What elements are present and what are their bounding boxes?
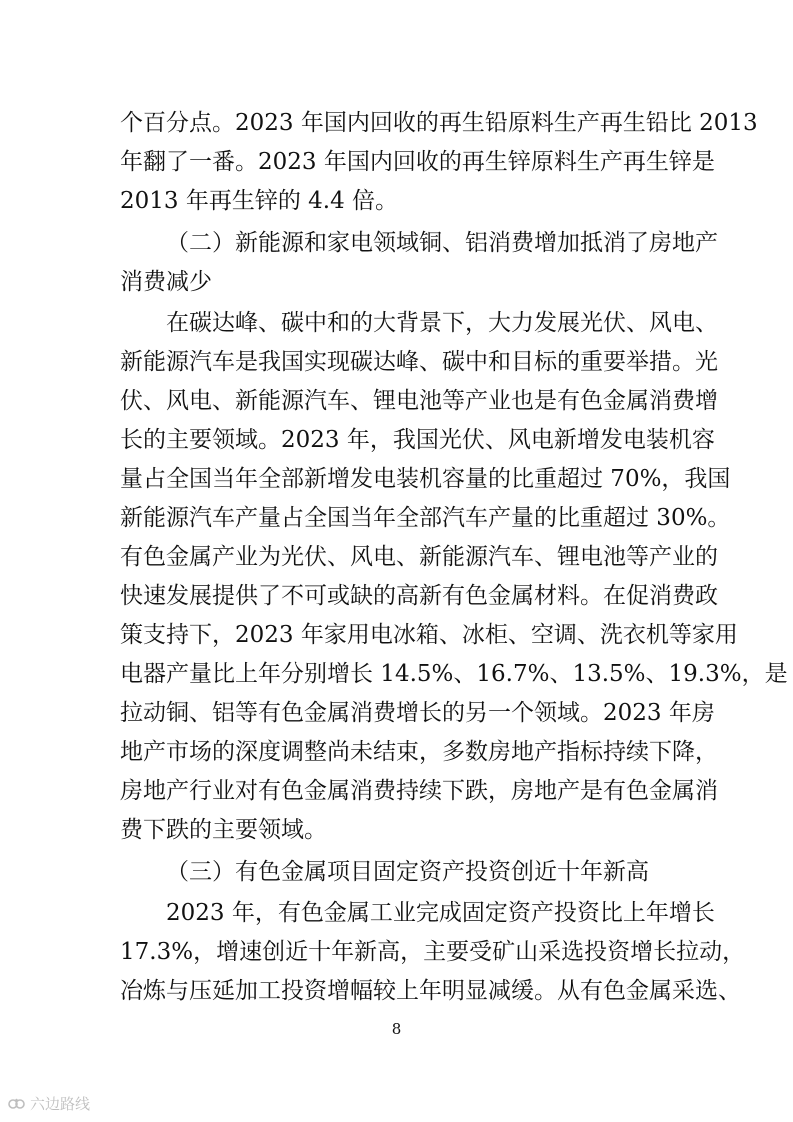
text-line: 策支持下，2023 年家用电冰箱、冰柜、空调、洗衣机等家用 (120, 622, 738, 648)
section-heading-line: （三）有色金属项目固定资产投资创近十年新高 (166, 859, 649, 885)
text-line: 有色金属产业为光伏、风电、新能源汽车、锂电池等产业的 (120, 544, 718, 570)
section-heading-line: 消费减少 (120, 269, 212, 295)
watermark-logo-icon (8, 1097, 26, 1111)
page-number: 8 (391, 1020, 402, 1038)
text-line: 伏、风电、新能源汽车、锂电池等产业也是有色金属消费增 (120, 388, 718, 414)
text-line: 快速发展提供了不可或缺的高新有色金属材料。在促消费政 (120, 583, 718, 609)
text-line: 长的主要领域。2023 年，我国光伏、风电新增发电装机容 (120, 427, 715, 453)
text-line: 个百分点。2023 年国内回收的再生铅原料生产再生铅比 2013 (120, 110, 758, 136)
text-line: 在碳达峰、碳中和的大背景下，大力发展光伏、风电、 (166, 310, 718, 336)
watermark-text: 六边路线 (30, 1095, 91, 1113)
text-line: 2013 年再生锌的 4.4 倍。 (120, 188, 399, 214)
text-line: 17.3%，增速创近十年新高，主要受矿山采选投资增长拉动， (120, 939, 746, 965)
text-line: 新能源汽车是我国实现碳达峰、碳中和目标的重要举措。光 (120, 349, 718, 375)
text-line: 房地产行业对有色金属消费持续下跌，房地产是有色金属消 (120, 778, 718, 804)
watermark (8, 1094, 90, 1114)
text-line: 地产市场的深度调整尚未结束，多数房地产指标持续下降， (120, 739, 718, 765)
text-line: 2023 年，有色金属工业完成固定资产投资比上年增长 (166, 900, 715, 926)
text-line: 拉动铜、铝等有色金属消费增长的另一个领域。2023 年房 (120, 700, 715, 726)
text-line: 新能源汽车产量占全国当年全部汽车产量的比重超过 30%。 (120, 505, 731, 531)
text-line: 量占全国当年全部新增发电装机容量的比重超过 70%，我国 (120, 466, 731, 492)
section-heading-line: （二）新能源和家电领域铜、铝消费增加抵消了房地产 (166, 230, 718, 256)
text-line: 年翻了一番。2023 年国内回收的再生锌原料生产再生锌是 (120, 149, 715, 175)
text-line: 冶炼与压延加工投资增幅较上年明显减缓。从有色金属采选、 (120, 978, 741, 1004)
text-line: 电器产量比上年分别增长 14.5%、16.7%、13.5%、19.3%，是 (120, 661, 788, 687)
text-line: 费下跌的主要领域。 (120, 817, 327, 843)
